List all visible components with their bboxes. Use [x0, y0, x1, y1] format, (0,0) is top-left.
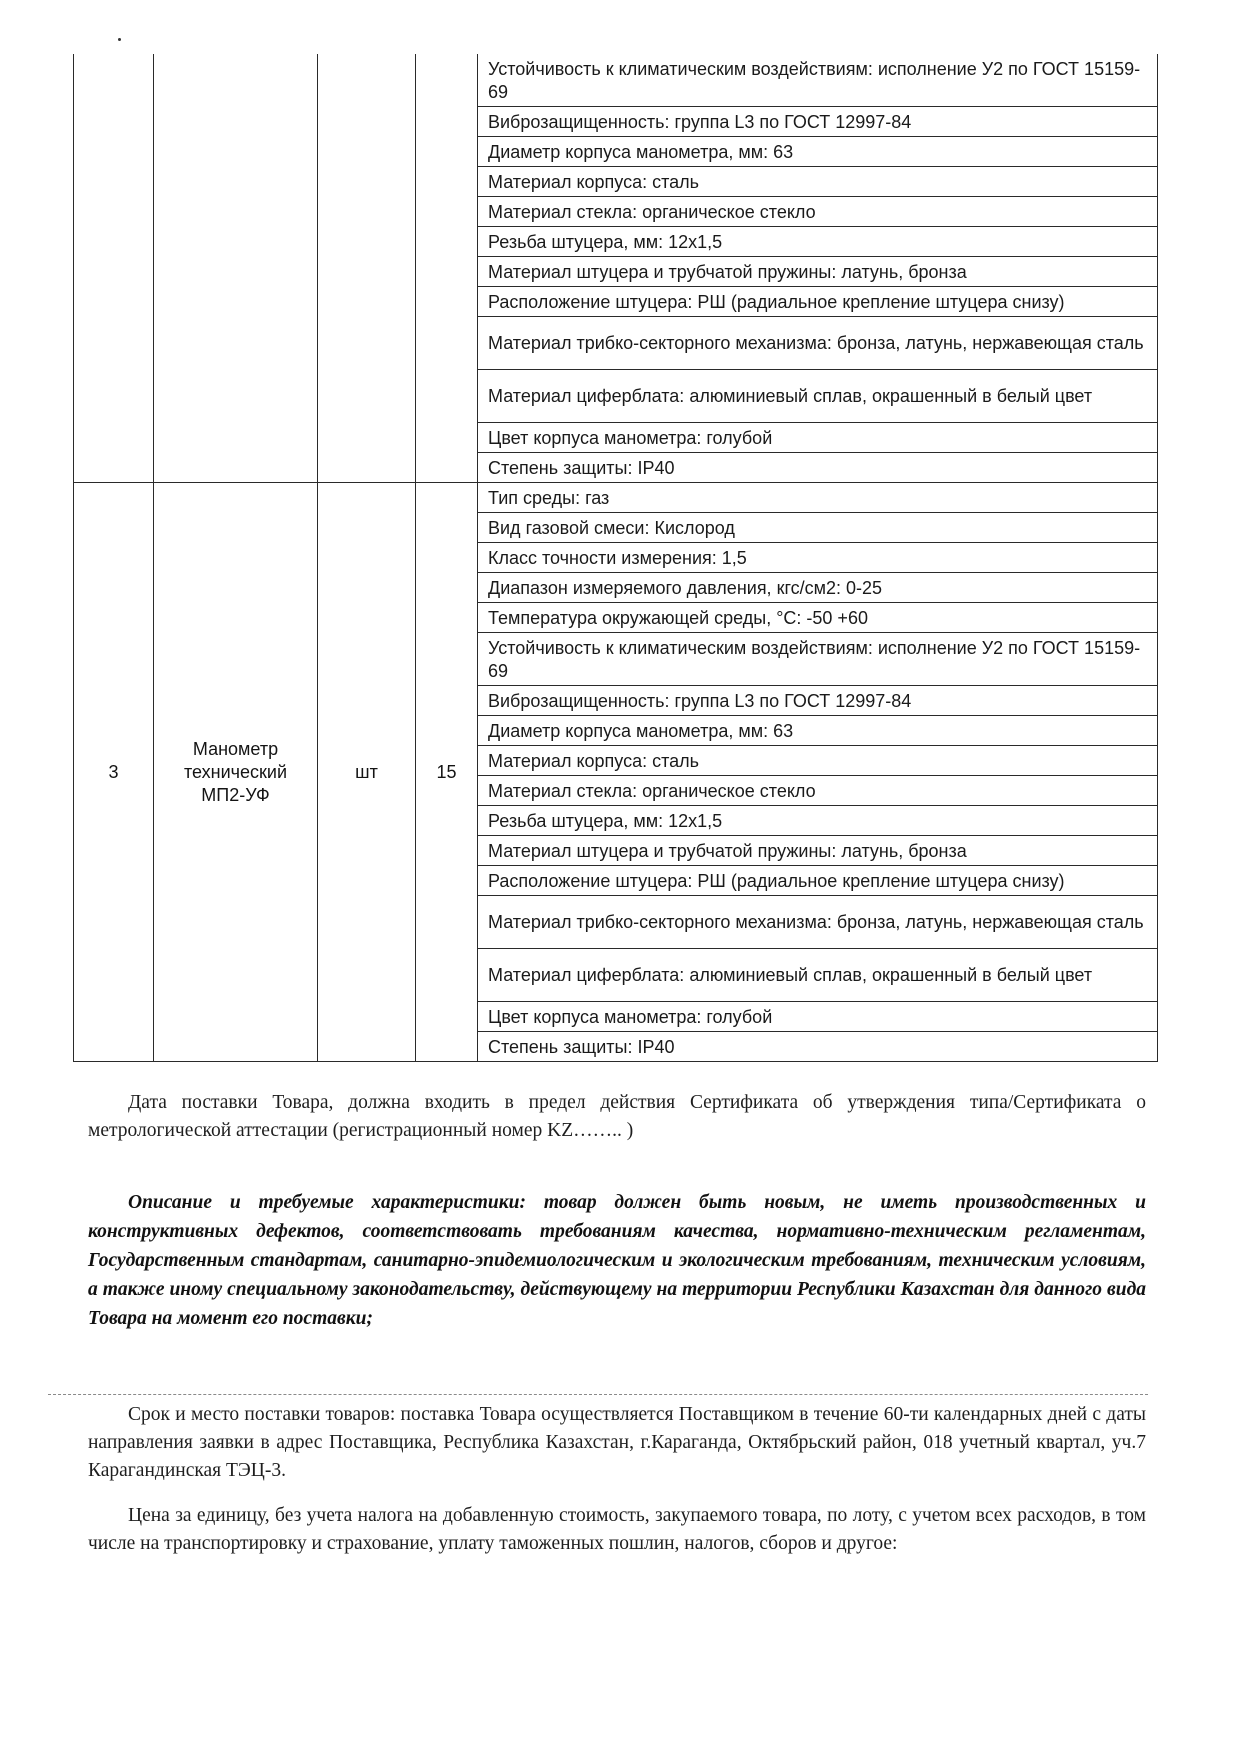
property-cell: Диаметр корпуса манометра, мм: 63 [478, 716, 1158, 746]
property-cell: Степень защиты: IP40 [478, 453, 1158, 483]
property-cell: Материал штуцера и трубчатой пружины: латунь, бронза [478, 836, 1158, 866]
item-unit-cell [318, 54, 416, 483]
property-cell: Резьба штуцера, мм: 12х1,5 [478, 806, 1158, 836]
property-cell: Расположение штуцера: РШ (радиальное крепление штуцера снизу) [478, 287, 1158, 317]
item-unit-cell: шт [318, 483, 416, 1062]
property-cell: Температура окружающей среды, °С: -50 +60 [478, 603, 1158, 633]
property-cell: Материал трибко-секторного механизма: бронза, латунь, нержавеющая сталь [478, 317, 1158, 370]
property-cell: Класс точности измерения: 1,5 [478, 543, 1158, 573]
property-cell: Степень защиты: IP40 [478, 1032, 1158, 1062]
property-cell: Цвет корпуса манометра: голубой [478, 423, 1158, 453]
property-cell: Резьба штуцера, мм: 12х1,5 [478, 227, 1158, 257]
scan-speck [118, 38, 121, 41]
dashed-divider [48, 1394, 1148, 1395]
item-name-line: МП2-УФ [201, 784, 270, 805]
item-number-cell: 3 [74, 483, 154, 1062]
item-quantity-cell: 15 [416, 483, 478, 1062]
property-cell: Цвет корпуса манометра: голубой [478, 1002, 1158, 1032]
property-cell: Виброзащищенность: группа L3 по ГОСТ 12997-84 [478, 686, 1158, 716]
property-cell: Устойчивость к климатическим воздействиям: исполнение У2 по ГОСТ 15159-69 [478, 54, 1158, 107]
item-number-cell [74, 54, 154, 483]
property-cell: Вид газовой смеси: Кислород [478, 513, 1158, 543]
item-name-line: Манометр [192, 738, 279, 759]
description-paragraph: Описание и требуемые характеристики: товар должен быть новым, не иметь производственных и конструктивных дефектов, соответствовать требованиям качества, нормативно-техническим регламентам, Государственным стандартам, санитарно-эпидемиологическим и экологическим требованиям, техническим условиям, а также иному специальному законодательству, действующему на территории Республики Казахстан для данного вида Товара на момент его поставки; [88, 1192, 1146, 1329]
delivery-terms-paragraph: Срок и место поставки товаров: поставка Товара осуществляется Поставщиком в течение 60-ти календарных дней с даты направления заявки в адрес Поставщика, Республика Казахстан, г.Караганда, Октябрьский район, 018 учетный квартал, уч.7 Карагандинская ТЭЦ-3. [88, 1404, 1146, 1481]
item-quantity-cell [416, 54, 478, 483]
property-cell: Материал циферблата: алюминиевый сплав, окрашенный в белый цвет [478, 949, 1158, 1002]
property-cell: Диаметр корпуса манометра, мм: 63 [478, 137, 1158, 167]
property-cell: Устойчивость к климатическим воздействиям: исполнение У2 по ГОСТ 15159-69 [478, 633, 1158, 686]
table-row [74, 54, 1158, 107]
property-cell: Расположение штуцера: РШ (радиальное крепление штуцера снизу) [478, 866, 1158, 896]
property-cell: Тип среды: газ [478, 483, 1158, 513]
property-cell: Материал стекла: органическое стекло [478, 197, 1158, 227]
delivery-date-paragraph: Дата поставки Товара, должна входить в предел действия Сертификата об утверждения типа/Сертификата о метрологической аттестации (регистрационный номер KZ…….. ) [88, 1092, 1146, 1141]
property-cell: Диапазон измеряемого давления, кгс/см2: 0-25 [478, 573, 1158, 603]
item-name-line: технический [183, 761, 288, 782]
property-cell: Материал трибко-секторного механизма: бронза, латунь, нержавеющая сталь [478, 896, 1158, 949]
item-name-cell [154, 483, 318, 1062]
price-paragraph: Цена за единицу, без учета налога на добавленную стоимость, закупаемого товара, по лоту, с учетом всех расходов, в том числе на транспортировку и страхование, уплату таможенных пошлин, налогов, сборов и другое: [88, 1505, 1146, 1554]
table-row [74, 483, 1158, 513]
property-cell: Материал корпуса: сталь [478, 167, 1158, 197]
property-cell: Виброзащищенность: группа L3 по ГОСТ 12997-84 [478, 107, 1158, 137]
property-cell: Материал стекла: органическое стекло [478, 776, 1158, 806]
specification-table [73, 54, 1158, 1062]
item-name-cell [154, 54, 318, 483]
property-cell: Материал корпуса: сталь [478, 746, 1158, 776]
property-cell: Материал штуцера и трубчатой пружины: латунь, бронза [478, 257, 1158, 287]
property-cell: Материал циферблата: алюминиевый сплав, окрашенный в белый цвет [478, 370, 1158, 423]
